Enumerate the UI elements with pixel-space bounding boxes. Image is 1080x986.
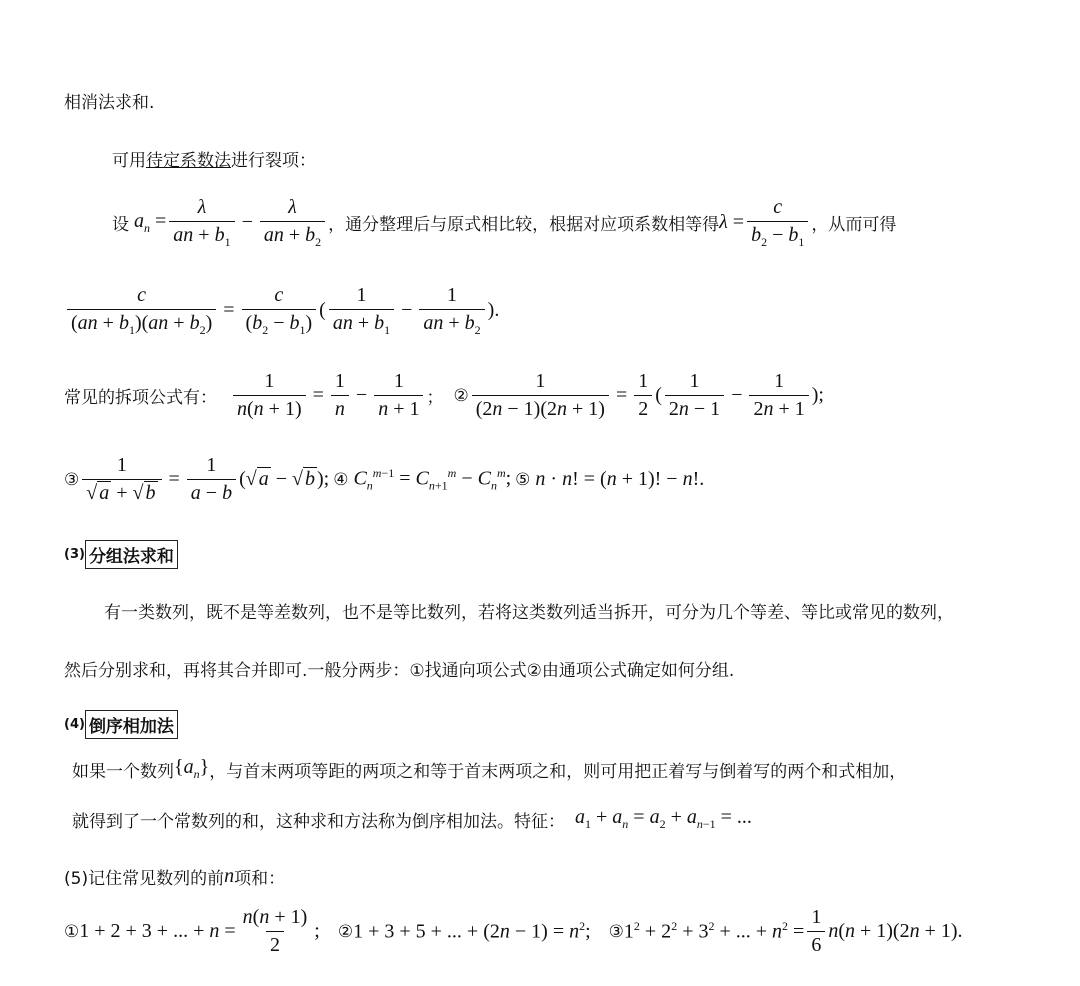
fraction-c-product: $\frac{c}{(an + b_1)(an + b_2)}$: [67, 284, 216, 338]
circled-5: ⑤: [515, 469, 531, 490]
fraction-1-n1: $\frac{1}{n + 1}$: [374, 370, 423, 421]
fraction-1-nn1: $\frac{1}{n(n + 1)}$: [233, 370, 306, 421]
text-b: ，与首末两项等距的两项之和等于首末两项之和，则可用把正着写与倒着写的两个和式相加，: [209, 761, 907, 782]
label-common-formulas: 常见的拆项公式有：: [64, 388, 217, 408]
text-t1: ，通分整理后与原式相比较，根据对应项系数相等得: [328, 215, 720, 236]
formula-line-4: $\frac{c}{(an + b_1)(an + b_2)}$ = $\frac{c}{(b_2 - b_1)}$ ( $\frac{1}{an + b_1}$ − $\frac{1}{an + b_2}$ ).: [64, 284, 499, 338]
var-n: n: [224, 865, 235, 887]
fraction-1-an-b1: $\frac{1}{an + b_1}$: [329, 284, 394, 338]
formula-sum-n: 1 + 2 + 3 + ... + n =: [79, 920, 236, 942]
fraction-1-2n-plus: $\frac{1}{2n + 1}$: [749, 370, 808, 421]
fraction-a-minus-b: $\frac{1}{a - b}$: [187, 454, 236, 505]
fraction-sqrt: $\frac{1}{√ a + √ b}$: [82, 454, 161, 505]
paragraph-9: [72, 756, 906, 782]
formula-factorial: n · n! = (n + 1)! − n!.: [535, 468, 705, 490]
formula-sum-odd: 1 + 3 + 5 + ... + $(2n - 1) = n^2$;: [353, 919, 591, 943]
paragraph-7: [104, 598, 954, 623]
fraction-sum-n: $\frac{n(n + 1)}{2}$: [242, 906, 308, 956]
heading-number: (3): [64, 547, 85, 562]
fraction-c-diff: $\frac{c}{(b_2 - b_1)}$: [242, 284, 317, 338]
paragraph-1: [64, 88, 154, 113]
circled-3: ③: [608, 921, 624, 942]
heading-4: [64, 710, 178, 739]
text-a: (5)记住常见数列的前: [64, 869, 225, 889]
semicolon: ；: [426, 388, 444, 408]
fraction-lambda-2: $\frac{\lambda}{an + b_2}$: [260, 196, 325, 250]
circled-4: ④: [333, 469, 349, 490]
underlined-term: 待定系数法: [146, 151, 231, 171]
text-a: 如果一个数列: [72, 761, 174, 782]
formula-line-5: 常见的拆项公式有： $\frac{1}{n(n + 1)}$ = $\frac{1}{n}$ − $\frac{1}{n + 1}$ ； ② $\frac{1}{(2n - 1)(2n + 1)}$ = $\frac{1}{2}$ ( $\frac{1}{2n - 1}$ − $\frac{1}{2n + 1}$ );: [64, 370, 824, 420]
paragraph-2: [112, 146, 316, 171]
formula-seq: $\{a_n\}$: [174, 756, 210, 781]
formula-lambda: λ =: [719, 211, 745, 234]
text-b: 项和：: [234, 869, 286, 889]
formula-sum-squares: $1^2 + 2^2 + 3^2$ + ... + $n^2$ =: [623, 919, 805, 943]
fraction-sixth: $\frac{1}{6}$: [807, 906, 825, 957]
heading-title: 分组法求和: [85, 540, 178, 569]
fraction-1-an-b2: $\frac{1}{an + b_2}$: [419, 284, 484, 338]
formula-an: $a_n$ =: [134, 209, 167, 235]
formula-line-6: ③ $\frac{1}{√ a + √ b}$ = $\frac{1}{a - b}$ (√ a − √ b ); ④ $C_n^{m-1} = C_{n+1}^m - C_n^m$; ⑤ n · n! = (n + 1)! − n!.: [64, 454, 705, 504]
text-t2: ，从而可得: [811, 215, 897, 236]
paragraph-10: [72, 806, 752, 832]
sqrt-diff: (√ a − √ b );: [239, 468, 330, 490]
heading-number: (4): [64, 717, 85, 732]
text: 就得到了一个常数列的和，这种求和方法称为倒序相加法。特征：: [72, 811, 565, 832]
text: 有一类数列，既不是等差数列，也不是等比数列，若将这类数列适当拆开，可分为几个等差、等比或常见的数列，: [104, 603, 954, 623]
text-before: 可用: [112, 151, 146, 171]
paragraph-8: [64, 656, 734, 681]
heading-title: 倒序相加法: [85, 710, 178, 739]
heading-3: [64, 540, 178, 569]
heading-5: [64, 864, 285, 889]
formula-sum-squares-tail: n(n + 1)(2n + 1).: [828, 920, 963, 942]
paragraph-3: 设 $a_n$ = $\frac{\lambda}{an + b_1}$ − $\frac{\lambda}{an + b_2}$ ，通分整理后与原式相比较，根据对应项系数相等得 λ = $\frac{c}{b_2 - b_1}$ ，从而可得: [112, 196, 897, 249]
circled-3: ③: [64, 469, 80, 490]
circled-1: ①: [64, 921, 80, 942]
text-after: 进行裂项：: [231, 151, 316, 171]
fraction-half: $\frac{1}{2}$: [634, 370, 652, 421]
text-she: 设: [112, 215, 129, 236]
fraction-lambda-1: $\frac{\lambda}{an + b_1}$: [169, 196, 234, 250]
text: 相消法求和.: [64, 93, 155, 113]
formula-line-sums: ① 1 + 2 + 3 + ... + n = $\frac{n(n + 1)}{2}$ ; ② 1 + 3 + 5 + ... + $(2n - 1) = n^2$; ③ $1^2 + 2^2 + 3^2$ + ... + $n^2$ = $\frac{1}{6}$ n(n + 1)(2n + 1).: [64, 906, 963, 956]
fraction-lambda-value: $\frac{c}{b_2 - b_1}$: [747, 196, 808, 250]
circled-2: ②: [453, 385, 469, 406]
fraction-odd-product: $\frac{1}{(2n - 1)(2n + 1)}$: [472, 370, 609, 421]
fraction-1-2n-minus: $\frac{1}{2n - 1}$: [665, 370, 724, 421]
text: 然后分别求和，再将其合并即可.一般分两步：①找通向项公式②由通项公式确定如何分组.: [64, 661, 735, 681]
formula-feature: $a_1 + a_n = a_2 + a_{n-1}$ = ...: [575, 806, 752, 831]
formula-combination: $C_n^{m-1} = C_{n+1}^m - C_n^m$;: [353, 465, 512, 493]
fraction-1-n: $\frac{1}{n}$: [331, 370, 349, 421]
circled-2: ②: [337, 921, 354, 942]
